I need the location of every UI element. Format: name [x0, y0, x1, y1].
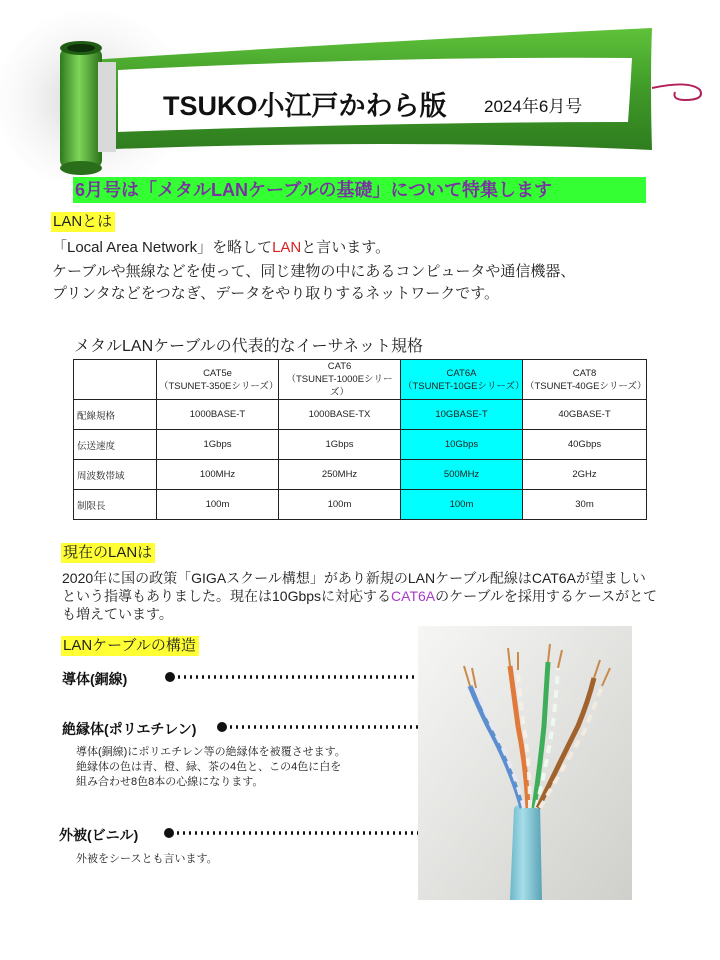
- table-cell: 40GBASE-T: [523, 400, 647, 430]
- table-cell: 40Gbps: [523, 430, 647, 460]
- insulator-note-1: 導体(銅線)にポリエチレン等の絶縁体を被覆させます。: [76, 746, 346, 758]
- conductor-label: 導体(銅線): [62, 671, 128, 687]
- table-cell: 10Gbps: [401, 430, 523, 460]
- table-row-label: 周波数帯域: [74, 460, 157, 490]
- insulator-note-3: 組み合わせ8色8本の心線になります。: [76, 776, 264, 788]
- table-cell: 100m: [279, 490, 401, 520]
- table-col-header: CAT6 （TSUNET-1000Eシリーズ）: [279, 360, 401, 400]
- lan-intro-line2: ケーブルや無線などを使って、同じ建物の中にあるコンピュータや通信機器、: [52, 263, 576, 280]
- sheath-label: 外被(ビニル): [59, 827, 139, 843]
- cable-photo: [418, 626, 632, 900]
- table-col-header-highlight: CAT6A （TSUNET-10GEシリーズ）: [401, 360, 523, 400]
- table-cell: 250MHz: [279, 460, 401, 490]
- table-cell: 1000BASE-TX: [279, 400, 401, 430]
- table-cell: 1Gbps: [279, 430, 401, 460]
- lan-highlight: LAN: [272, 239, 302, 256]
- table-cell: 1000BASE-T: [157, 400, 279, 430]
- table-cell: 100m: [157, 490, 279, 520]
- section-heading-structure: LANケーブルの構造: [61, 636, 199, 656]
- insulator-label: 絶縁体(ポリエチレン): [62, 721, 197, 737]
- insulator-note-2: 絶縁体の色は青、橙、緑、茶の4色と、この4色に白を: [76, 761, 342, 773]
- table-row-label: 制限長: [74, 490, 157, 520]
- lan-intro-text-end: と言います。: [301, 239, 391, 256]
- issue-date: 2024年6月号: [484, 97, 583, 116]
- table-col-header: CAT8 （TSUNET-40GEシリーズ）: [523, 360, 647, 400]
- table-cell: 10GBASE-T: [401, 400, 523, 430]
- feature-headline: 6月号は「メタルLANケーブルの基礎」について特集します: [73, 177, 646, 203]
- cat6a-highlight: CAT6A: [391, 588, 436, 604]
- table-cell: 2GHz: [523, 460, 647, 490]
- current-line1: 2020年に国の政策「GIGAスクール構想」があり新規のLANケーブル配線はCAT6Aが望ましい: [62, 570, 646, 586]
- current-text-end: のケーブルを採用するケースがとて: [435, 588, 658, 604]
- sheath-note: 外被をシースとも言います。: [76, 853, 218, 865]
- table-row-label: 配線規格: [74, 400, 157, 430]
- table-row-label: 伝送速度: [74, 430, 157, 460]
- current-line3: も増えています。: [62, 606, 173, 622]
- table-col-header: CAT5e （TSUNET-350Eシリーズ）: [157, 360, 279, 400]
- current-text: という指導もありました。現在は10Gbpsに対応する: [62, 588, 392, 604]
- lan-intro-line3: プリンタなどをつなぎ、データをやり取りするネットワークです。: [52, 285, 500, 302]
- table-cell: 100MHz: [157, 460, 279, 490]
- section-heading-lan: LANとは: [51, 212, 115, 232]
- table-cell: 100m: [401, 490, 523, 520]
- table-cell: 1Gbps: [157, 430, 279, 460]
- section-heading-current: 現在のLANは: [61, 543, 155, 563]
- table-caption: メタルLANケーブルの代表的なイーサネット規格: [74, 338, 424, 355]
- table-cell: 500MHz: [401, 460, 523, 490]
- table-cell: 30m: [523, 490, 647, 520]
- lan-intro-text: 「Local Area Network」を略して: [52, 239, 273, 256]
- newsletter-title: TSUKO小江戸かわら版: [163, 91, 447, 121]
- arrow-dot-icon: [165, 671, 442, 683]
